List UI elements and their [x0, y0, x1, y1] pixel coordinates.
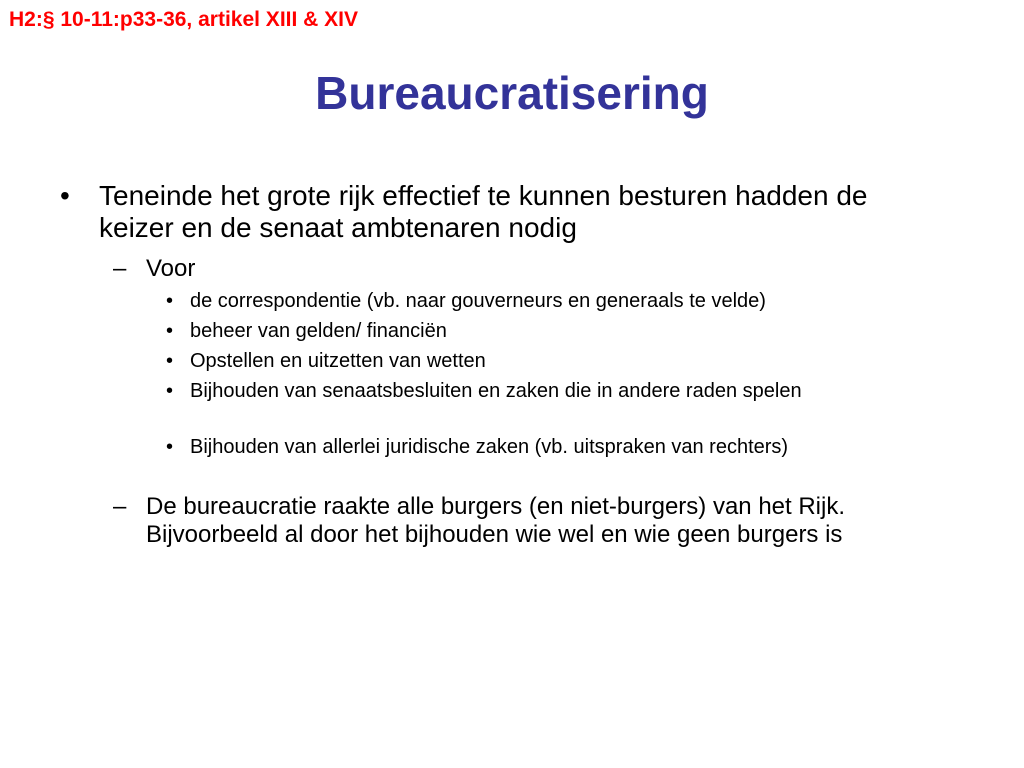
bullet-marker: • [166, 320, 174, 342]
bullet-marker: • [60, 180, 70, 211]
bullet-marker: • [166, 436, 174, 458]
bullet-text: Teneinde het grote rijk effectief te kunnen besturen hadden de keizer en de senaat ambtenaren nodig [99, 180, 868, 243]
section-reference: H2:§ 10-11:p33-36, artikel XIII & XIV [9, 8, 359, 31]
sub-sub-bullet-text: Bijhouden van senaatsbesluiten en zaken die in andere raden spelen [190, 380, 802, 402]
dash-marker: – [113, 255, 127, 282]
sub-bullet-text: Voor [146, 255, 196, 282]
bullet-marker: • [166, 290, 174, 312]
sub-bullet-text: De bureaucratie raakte alle burgers (en niet-burgers) van het Rijk. Bijvoorbeeld al door het bijhouden wie wel en wie geen burgers is [146, 493, 846, 548]
bullet-marker: • [166, 380, 174, 402]
sub-sub-bullet-text: beheer van gelden/ financiën [190, 320, 447, 342]
sub-sub-bullet-text: de correspondentie (vb. naar gouverneurs en generaals te velde) [190, 290, 766, 312]
dash-marker: – [113, 493, 127, 520]
sub-sub-bullet-text: Opstellen en uitzetten van wetten [190, 350, 486, 372]
bullet-marker: • [166, 350, 174, 372]
sub-sub-bullet-text: Bijhouden van allerlei juridische zaken (vb. uitspraken van rechters) [190, 436, 789, 458]
slide-title: Bureaucratisering [315, 67, 709, 119]
